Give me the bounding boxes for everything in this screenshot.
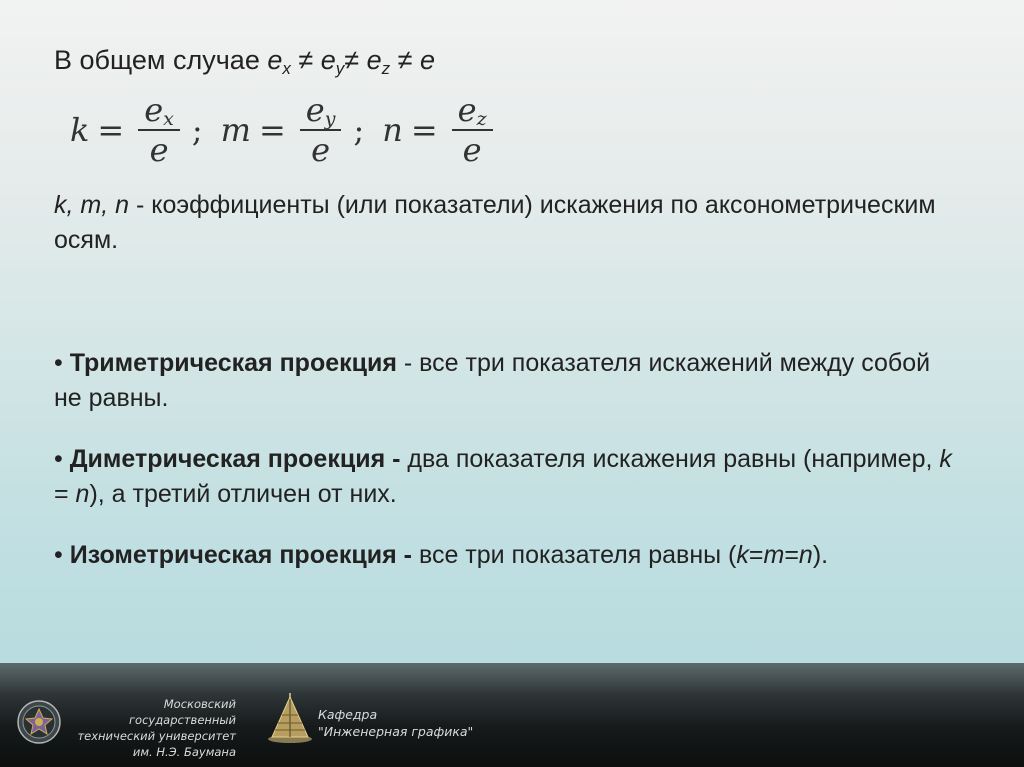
- var-n: n: [75, 480, 90, 508]
- bullet-title: Диметрическая проекция -: [69, 445, 408, 473]
- eq-sign: =: [748, 541, 764, 569]
- heading-text: В общем случае: [54, 45, 268, 75]
- formula-n: n: [382, 111, 403, 149]
- bullet-dimetric: [54, 442, 954, 512]
- var-e: e: [320, 45, 336, 75]
- var-e: e: [366, 45, 382, 75]
- bullet-text: два показателя искажения равны (например,: [407, 445, 940, 473]
- numerator-sub-z: z: [476, 108, 487, 130]
- department-logo-icon: [266, 693, 314, 745]
- numerator-e: e: [305, 91, 325, 129]
- eq-sign: =: [54, 480, 76, 508]
- fraction-m: [300, 93, 342, 167]
- var-k: k: [736, 541, 749, 569]
- sub-x: x: [282, 59, 291, 78]
- bullet-marker: •: [54, 541, 63, 569]
- definition-paragraph: [54, 188, 954, 258]
- denominator-e: e: [311, 131, 331, 169]
- numerator-sub-y: y: [324, 108, 336, 130]
- var-e: e: [267, 45, 283, 75]
- var-e: e: [420, 45, 436, 75]
- university-name: [66, 696, 236, 760]
- denominator-e: e: [462, 131, 482, 169]
- formula-eq: =: [97, 111, 125, 149]
- bullet-isometric: [54, 538, 954, 573]
- eq-sign: =: [784, 541, 799, 569]
- definition-text: - коэффициенты (или показатели) искажения по аксонометрическим осям.: [54, 191, 936, 254]
- numerator-e: e: [144, 91, 164, 129]
- university-line: Московский государственный: [129, 697, 236, 727]
- bullet-text: ).: [812, 541, 829, 569]
- bullet-marker: •: [54, 445, 63, 473]
- denominator-e: e: [149, 131, 169, 169]
- department-name: [318, 706, 473, 740]
- var-n: n: [798, 541, 813, 569]
- neq-sign: ≠: [344, 45, 360, 75]
- bullet-text: ), а третий отличен от них.: [89, 480, 397, 508]
- university-line: им. Н.Э. Баумана: [132, 745, 236, 759]
- formula-sep: ;: [191, 111, 203, 149]
- fraction-k: [138, 93, 180, 167]
- university-line: технический университет: [77, 729, 236, 743]
- fraction-n: [452, 93, 493, 167]
- bullet-text: - все три показателя искажений между собой не равны.: [54, 349, 931, 412]
- bullet-title: Изометрическая проекция -: [69, 541, 419, 569]
- sub-y: y: [335, 59, 345, 78]
- formula-eq: =: [258, 111, 286, 149]
- formula-sep: ;: [353, 111, 365, 149]
- bullet-marker: •: [54, 349, 63, 377]
- definition-vars: k, m, n: [54, 191, 130, 219]
- var-m: m: [763, 541, 785, 569]
- bullet-title: Триметрическая проекция: [69, 349, 397, 377]
- neq-sign: ≠: [397, 45, 413, 75]
- distortion-formula: [70, 90, 499, 170]
- slide-heading: [54, 42, 435, 78]
- bullet-trimetric: [54, 346, 954, 416]
- formula-m: m: [220, 111, 251, 149]
- bullet-text: все три показателя равны (: [418, 541, 737, 569]
- numerator-e: e: [457, 91, 477, 129]
- department-line: Кафедра: [318, 707, 378, 722]
- neq-sign: ≠: [298, 45, 314, 75]
- formula-eq: =: [410, 111, 438, 149]
- numerator-sub-x: x: [163, 108, 174, 130]
- university-emblem-icon: [17, 700, 61, 744]
- formula-k: k: [70, 111, 90, 149]
- sub-z: z: [381, 59, 391, 78]
- department-line: "Инженерная графика": [318, 724, 474, 739]
- var-k: k: [939, 445, 952, 473]
